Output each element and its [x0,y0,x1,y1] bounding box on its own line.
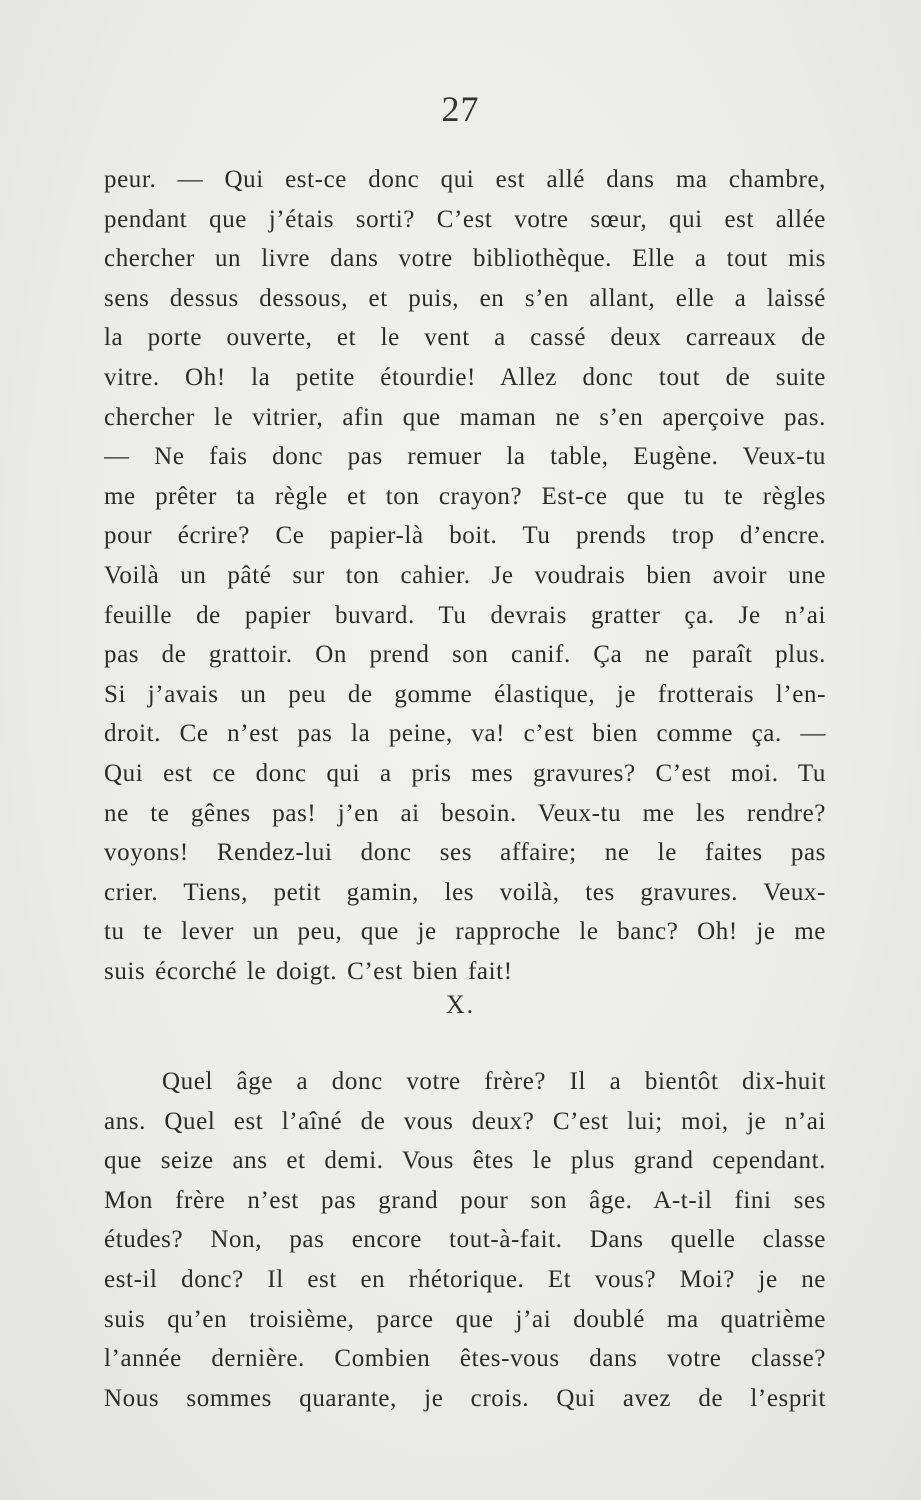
text-line: — Ne fais donc pas remuer la table, Eugène. Veux-tu [104,443,826,471]
text-line: suis qu’en troisième, parce que j’ai doublé ma quatrième [104,1305,826,1333]
text-line: pas de grattoir. On prend son canif. Ça ne paraît plus. [104,641,826,669]
text-line: études? Non, pas encore tout-à-fait. Dans quelle classe [104,1226,826,1254]
text-line: me prêter ta règle et ton crayon? Est-ce que tu te règles [104,482,826,510]
text-line: suis écorché le doigt. C’est bien fait! [104,957,513,985]
text-line: Qui est ce donc qui a pris mes gravures? C’est moi. Tu [104,759,826,787]
text-line: Voilà un pâté sur ton cahier. Je voudrais bien avoir une [104,561,826,589]
text-line: la porte ouverte, et le vent a cassé deux carreaux de [104,324,826,352]
text-line: est-il donc? Il est en rhétorique. Et vous? Moi? je ne [104,1265,826,1293]
text-line: Si j’avais un peu de gomme élastique, je frotterais l’en- [104,680,826,708]
text-line: tu te lever un peu, que je rapproche le banc? Oh! je me [104,918,826,946]
text-line: voyons! Rendez-lui donc ses affaire; ne le faites pas [104,839,826,867]
text-line: ne te gênes pas! j’en ai besoin. Veux-tu me les rendre? [104,799,826,827]
text-line: droit. Ce n’est pas la peine, va! c’est bien comme ça. — [104,720,826,748]
text-line: vitre. Oh! la petite étourdie! Allez donc tout de suite [104,363,826,391]
text-line: que seize ans et demi. Vous êtes le plus grand cependant. [104,1147,826,1175]
text-line: chercher un livre dans votre bibliothèque. Elle a tout mis [104,245,826,273]
text-line: Mon frère n’est pas grand pour son âge. A-t-il fini ses [104,1186,826,1214]
paragraph-dialogue-1 [104,160,826,991]
text-line: chercher le vitrier, afin que maman ne s’en aperçoive pas. [104,403,826,431]
text-line: Quel âge a donc votre frère? Il a bientôt dix-huit [162,1068,826,1095]
text-line: l’année dernière. Combien êtes-vous dans votre classe? [104,1345,826,1373]
page-number: 27 [441,89,480,129]
paragraph-dialogue-2 [104,1062,826,1418]
text-line: pour écrire? Ce papier-là boit. Tu prends trop d’encre. [104,522,826,550]
text-line: Nous sommes quarante, je crois. Qui avez de l’esprit [104,1384,826,1412]
text-line: peur. — Qui est-ce donc qui est allé dans ma chambre, [104,166,826,193]
section-heading: X. [445,990,476,1019]
text-line: ans. Quel est l’aîné de vous deux? C’est lui; moi, je n’ai [104,1107,826,1135]
text-line: sens dessus dessous, et puis, en s’en allant, elle a laissé [104,284,826,312]
text-line: crier. Tiens, petit gamin, les voilà, tes gravures. Veux- [104,878,826,906]
text-line: pendant que j’étais sorti? C’est votre sœur, qui est allée [104,205,826,233]
text-line: feuille de papier buvard. Tu devrais gratter ça. Je n’ai [104,601,826,629]
